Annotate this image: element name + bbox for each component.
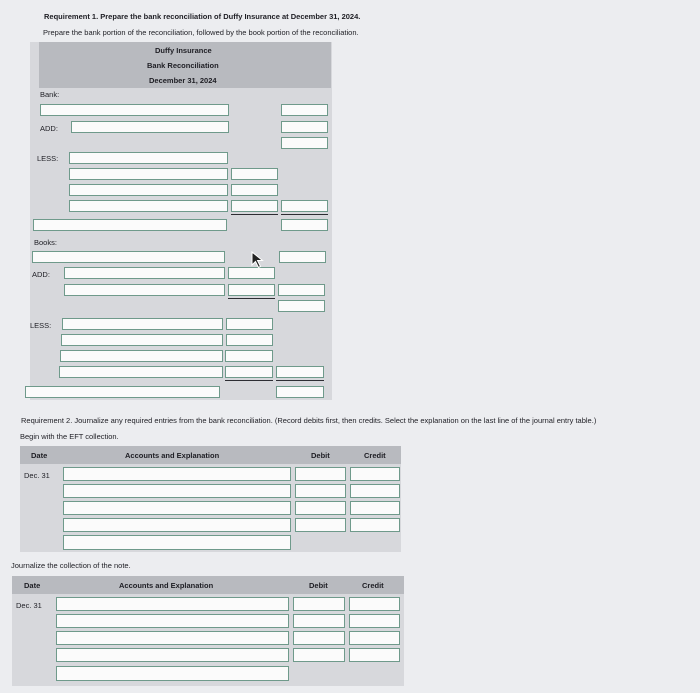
bank-less-amount-4-input[interactable] <box>231 200 278 212</box>
bank-less-description-1-input[interactable] <box>69 152 228 164</box>
bank-add-label: ADD: <box>40 124 58 133</box>
bank-less-total-input[interactable] <box>281 200 328 212</box>
bank-adjusted-balance-amount-input[interactable] <box>281 219 328 231</box>
bank-less-total-rule <box>281 214 328 215</box>
book-balance-label-input[interactable] <box>32 251 225 263</box>
journal-2-debit-row-4[interactable] <box>293 648 345 662</box>
books-adjusted-subtotal-input[interactable] <box>278 300 325 312</box>
books-less-total-input[interactable] <box>276 366 324 378</box>
book-balance-amount-input[interactable] <box>279 251 326 263</box>
bank-less-label: LESS: <box>37 154 59 163</box>
books-less-label: LESS: <box>30 321 52 330</box>
reconciliation-date: December 31, 2024 <box>149 76 217 85</box>
books-less-total-rule <box>276 380 324 381</box>
journal-1-credit-row-1[interactable] <box>350 467 400 481</box>
books-less-amount-3-input[interactable] <box>225 350 273 362</box>
bank-less-description-4-input[interactable] <box>69 200 228 212</box>
bank-add-amount-input[interactable] <box>281 121 328 133</box>
journal-1-col-date: Date <box>31 451 48 460</box>
requirement-2-instruction: Begin with the EFT collection. <box>20 432 119 441</box>
bank-adjusted-balance-label-input[interactable] <box>33 219 227 231</box>
books-add-description-2-input[interactable] <box>64 284 225 296</box>
journal-1-account-row-2[interactable] <box>63 484 291 498</box>
bank-label: Bank: <box>40 90 60 99</box>
bank-adjusted-subtotal-input[interactable] <box>281 137 328 149</box>
journal-2-credit-row-1[interactable] <box>349 597 400 611</box>
bank-less-description-2-input[interactable] <box>69 168 228 180</box>
journal-2-col-date: Date <box>24 581 41 590</box>
books-less-description-2-input[interactable] <box>61 334 223 346</box>
book-adjusted-balance-amount-input[interactable] <box>276 386 324 398</box>
books-label: Books: <box>34 238 57 247</box>
bank-add-description-input[interactable] <box>71 121 229 133</box>
bank-less-amount-3-input[interactable] <box>231 184 278 196</box>
journal-1-credit-row-3[interactable] <box>350 501 400 515</box>
journal-1-account-row-1[interactable] <box>63 467 291 481</box>
books-less-description-4-input[interactable] <box>59 366 223 378</box>
requirement-1-heading: Requirement 1. Prepare the bank reconciliation of Duffy Insurance at December 31, 2024. <box>44 12 361 21</box>
journal-1-col-debit: Debit <box>311 451 330 460</box>
journal-1-credit-row-4[interactable] <box>350 518 400 532</box>
journal-2-col-credit: Credit <box>362 581 384 590</box>
journal-2-col-accounts: Accounts and Explanation <box>119 581 214 590</box>
journal-2-account-row-3[interactable] <box>56 631 289 645</box>
journal-2-instruction: Journalize the collection of the note. <box>11 561 131 570</box>
bank-less-subtotal-rule <box>231 214 278 215</box>
journal-1-explanation-row[interactable] <box>63 535 291 550</box>
book-adjusted-balance-label-input[interactable] <box>25 386 220 398</box>
journal-2-debit-row-3[interactable] <box>293 631 345 645</box>
books-less-description-1-input[interactable] <box>62 318 223 330</box>
mouse-cursor-icon <box>251 251 265 269</box>
journal-1-debit-row-2[interactable] <box>295 484 346 498</box>
books-less-amount-2-input[interactable] <box>226 334 273 346</box>
journal-1-account-row-4[interactable] <box>63 518 291 532</box>
bank-less-description-3-input[interactable] <box>69 184 228 196</box>
journal-1-col-credit: Credit <box>364 451 386 460</box>
journal-1-col-accounts: Accounts and Explanation <box>125 451 220 460</box>
books-less-amount-4-input[interactable] <box>225 366 273 378</box>
books-add-subtotal-rule <box>228 298 275 299</box>
requirement-2-heading: Requirement 2. Journalize any required entries from the bank reconciliation. (Record debits first, then credits. Select the explanation on the last line of the journal entry table.) <box>21 416 597 425</box>
journal-1-account-row-3[interactable] <box>63 501 291 515</box>
reconciliation-title: Bank Reconciliation <box>147 61 219 70</box>
bank-balance-amount-input[interactable] <box>281 104 328 116</box>
journal-1-date-value: Dec. 31 <box>24 471 50 480</box>
journal-2-debit-row-1[interactable] <box>293 597 345 611</box>
journal-2-debit-row-2[interactable] <box>293 614 345 628</box>
journal-1-debit-row-3[interactable] <box>295 501 346 515</box>
books-add-description-1-input[interactable] <box>64 267 225 279</box>
journal-1-debit-row-4[interactable] <box>295 518 346 532</box>
journal-1-credit-row-2[interactable] <box>350 484 400 498</box>
books-add-amount-2-input[interactable] <box>228 284 275 296</box>
bank-balance-label-input[interactable] <box>40 104 229 116</box>
journal-1-debit-row-1[interactable] <box>295 467 346 481</box>
bank-less-amount-2-input[interactable] <box>231 168 278 180</box>
company-name: Duffy Insurance <box>155 46 212 55</box>
books-less-amount-1-input[interactable] <box>226 318 273 330</box>
journal-2-col-debit: Debit <box>309 581 328 590</box>
journal-2-credit-row-2[interactable] <box>349 614 400 628</box>
books-less-subtotal-rule <box>225 380 273 381</box>
books-add-total-input[interactable] <box>278 284 325 296</box>
requirement-1-instruction: Prepare the bank portion of the reconciliation, followed by the book portion of the reconciliation. <box>43 28 359 37</box>
journal-2-account-row-4[interactable] <box>56 648 289 662</box>
journal-2-credit-row-4[interactable] <box>349 648 400 662</box>
journal-2-account-row-2[interactable] <box>56 614 289 628</box>
journal-2-account-row-1[interactable] <box>56 597 289 611</box>
journal-2-credit-row-3[interactable] <box>349 631 400 645</box>
books-less-description-3-input[interactable] <box>60 350 223 362</box>
journal-2-explanation-row[interactable] <box>56 666 289 681</box>
journal-2-date-value: Dec. 31 <box>16 601 42 610</box>
books-add-label: ADD: <box>32 270 50 279</box>
